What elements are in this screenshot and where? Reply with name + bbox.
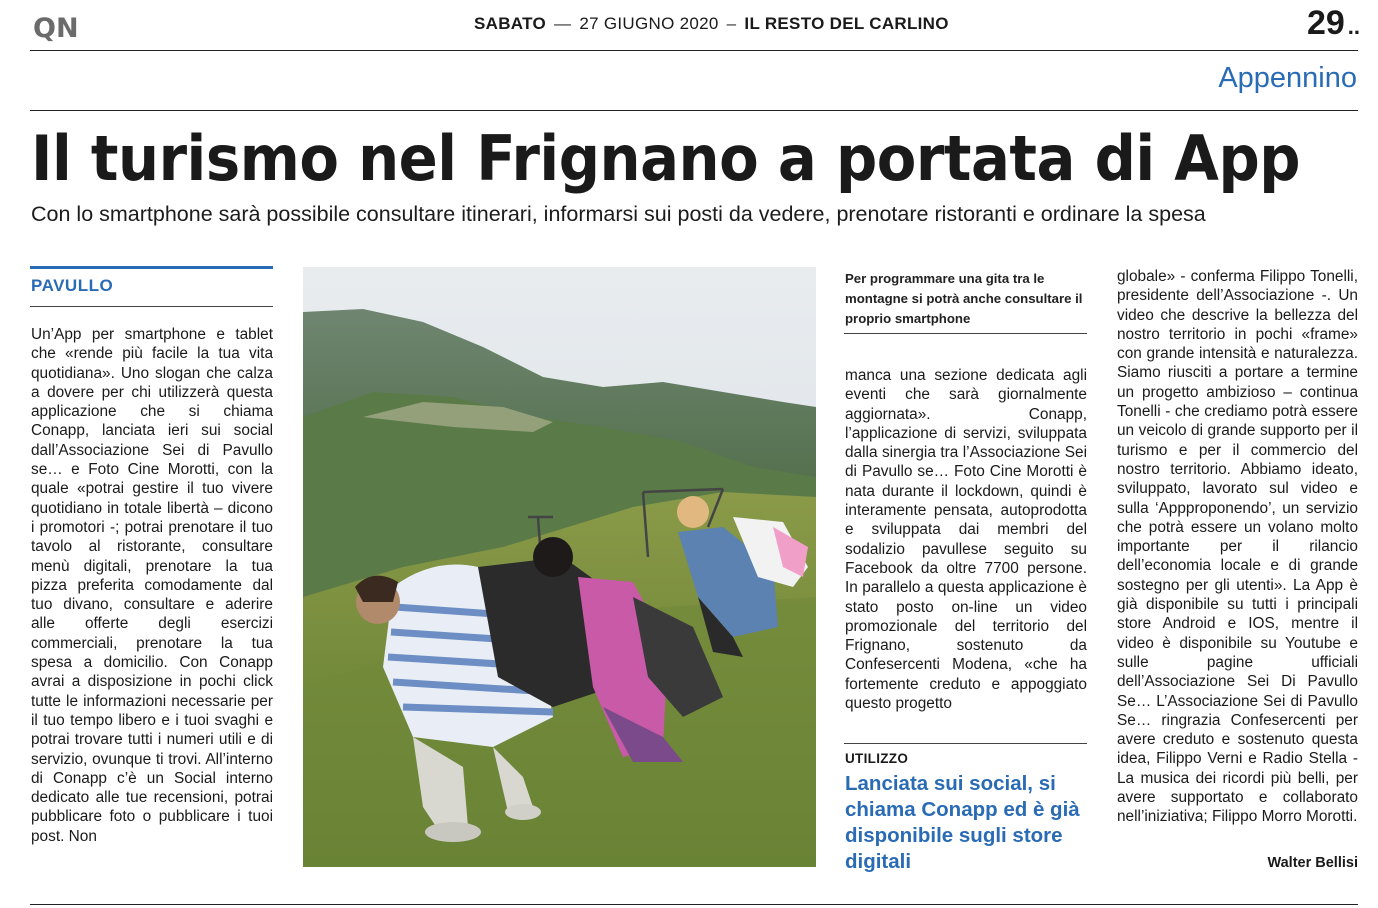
footer-rule: [30, 904, 1358, 905]
article-column-4: [1117, 267, 1358, 827]
article-headline: Il turismo nel Frignano a portata di App: [31, 122, 1301, 195]
kicker-bar: [30, 266, 273, 269]
section-rule: [30, 110, 1358, 111]
caption-rule: [844, 333, 1087, 334]
article-text-column-3: manca una sezione dedicata agli eventi che sarà giornalmente aggiornata». Conapp, l’applicazione di servizi, sviluppata dalla sinergia tra l’Associazione Sei di Pavullo se… Foto Cine Morotti è nata durante il lockdown, quindi è interamente pensata, autoprodotta e sviluppata dai membri del sodalizio pavullese seguito su Facebook da oltre 7700 persone. In parallelo a questa applicazione è stato posto on-line un video promozionale del territorio del Frignano, sostenuto da Confesercenti Modena, «che ha fortemente creduto e appoggiato questo progetto: [845, 367, 1087, 713]
box-kicker: UTILIZZO: [845, 751, 909, 766]
header-separator-1: —: [554, 14, 572, 33]
article-column-1: [31, 325, 273, 846]
pull-quote: Lanciata sui social, si chiama Conapp ed è già disponibile sugli store digitali: [845, 772, 1080, 873]
article-photo: [303, 267, 816, 867]
page-number-value: 29: [1306, 4, 1345, 42]
header-dateline: [474, 14, 949, 34]
masthead: [0, 0, 1378, 52]
header-date: 27 GIUGNO 2020: [579, 14, 719, 33]
header-day: SABATO: [474, 14, 547, 33]
article-text-column-1: Un’App per smartphone e tablet che «rende più facile la tua vita quotidiana». Uno slogan che calza a dovere per chi utilizzerà questa applicazione che si chiama Conapp, lanciata ieri sui social dall’Associazione Sei di Pavullo se… e Foto Cine Morotti, con la quale «potrai gestire il tuo vivere quotidiano in totale libertà – dicono i promotori -; potrai prenotare il tuo tavolo al ristorante, consultare menù digitali, prenotare la tua pizza preferita comodamente dal tuo divano, consultare e aderire alle offerte degli esercizi commerciali, prenotare la tua spesa a domicilio. Con Conapp avrai a disposizione in pochi click tutte le informazioni necessarie per il tuo tempo libero e i tuoi svaghi e potrai trovare tutti i numeri utili e di servizio, ovunque ti trovi. All’interno di Conapp c’è un Social interno dedicato alle tue recensioni, potrai pubblicare foto o pubblicare i tuoi post. Non: [31, 326, 273, 845]
article-subhead: Con lo smartphone sarà possibile consultare itinerari, informarsi sui posti da vedere, prenotare ristoranti e ordinare la spesa: [31, 202, 1206, 226]
header-newspaper-name: IL RESTO DEL CARLINO: [744, 14, 949, 33]
photo-caption: Per programmare una gita tra le montagne si potrà anche consultare il proprio smartphone: [845, 271, 1083, 326]
qn-logo: [32, 12, 88, 42]
article-kicker: PAVULLO: [31, 276, 114, 295]
page-number-dots: ..: [1347, 14, 1360, 39]
article-byline: Walter Bellisi: [1267, 855, 1358, 871]
qn-logo-icon: [32, 12, 88, 42]
article-text-column-4: globale» - conferma Filippo Tonelli, presidente dell’Associazione -. Un video che descrive la bellezza del nostro territorio in pochi «frame» con grande intensità e naturalezza. Siamo riusciti a portare a termine un progetto ambizioso – continua Tonelli - che crediamo potrà essere un veicolo di grande supporto per il turismo e per il commercio del nostro territorio. Abbiamo ideato, sviluppato, lavorato sul video e sulla ‘Appproponendo’, un servizio che potrà essere un volano molto importante per il rilancio dell’economia locale e di grande sostegno per gli utenti». La App è già disponibile su tutti i principali store Android e IOS, mentre il video è disponibile su Youtube e sulle pagine ufficiali dell’Associazione Sei Di Pavullo Se… L’Associazione Sei di Pavullo Se… ringrazia Confesercenti per avere creduto e sostenuto questa idea, Filippo Verni e Radio Stella - La musica dei ricordi più belli, per avere supportato e collaborato nell’iniziativa; Filippo Morro Morotti.: [1117, 268, 1358, 826]
page-number: [1307, 4, 1360, 43]
section-label: Appennino: [1218, 62, 1357, 94]
kicker-rule: [30, 306, 273, 307]
logo-text: QN: [33, 13, 79, 42]
header-separator-2: –: [726, 14, 737, 33]
mountain-hikers-photo: [303, 267, 816, 867]
article-column-3: [845, 366, 1087, 713]
header-rule: [30, 50, 1358, 51]
box-rule: [844, 743, 1087, 744]
